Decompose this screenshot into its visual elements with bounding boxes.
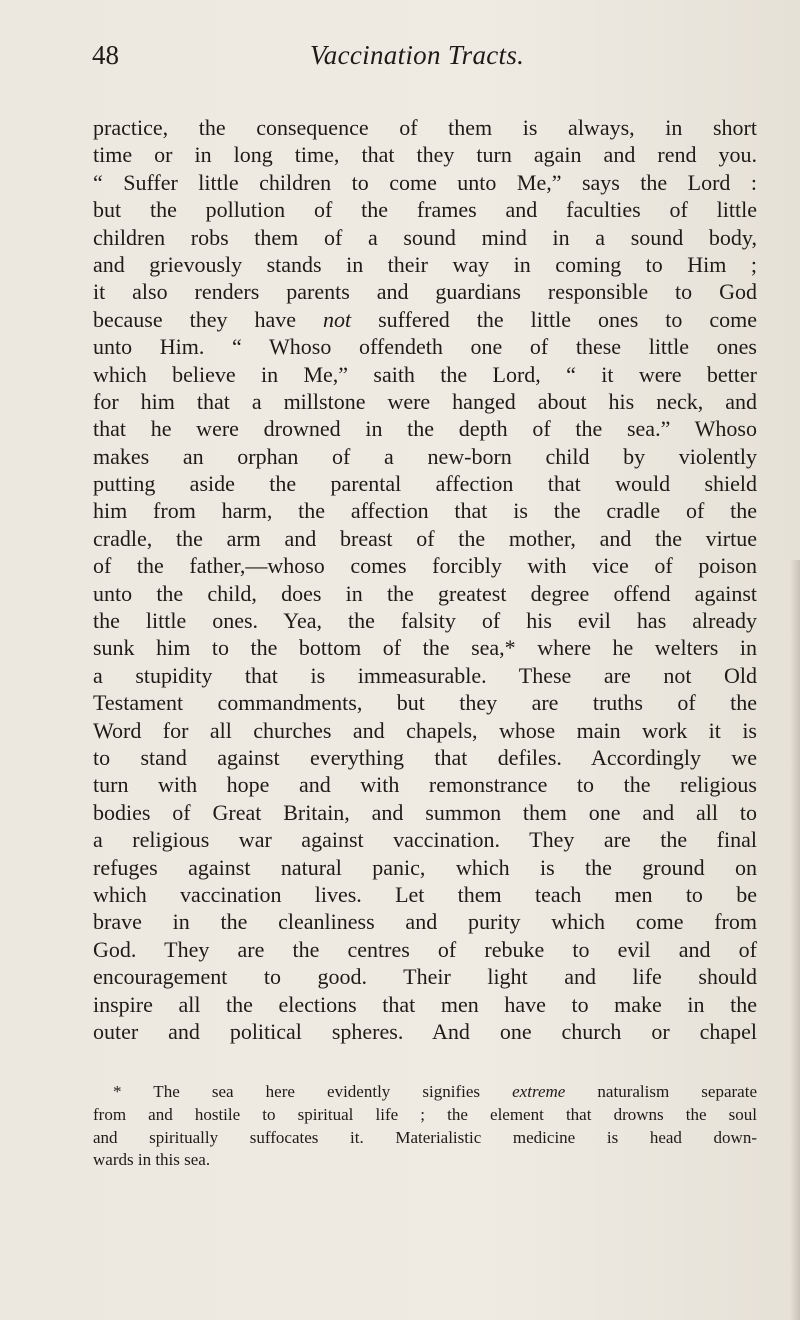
text-line: Word for all churches and chapels, whose main work it is — [93, 717, 757, 743]
text-line: which believe in Me,” saith the Lord, “ it were better — [93, 361, 757, 387]
text-line: practice, the consequence of them is always, in short — [93, 115, 757, 140]
footnote-line: and spiritually suffocates it. Materialistic medicine is head down- — [93, 1127, 757, 1147]
footnote-line: from and hostile to spiritual life ; the element that drowns the soul — [93, 1104, 757, 1124]
text-line: him from harm, the affection that is the cradle of the — [93, 498, 757, 524]
footnote — [93, 1081, 757, 1172]
text-line: unto Him. “ Whoso offendeth one of these little ones — [93, 334, 757, 360]
body-text — [93, 114, 757, 1045]
text-line: of the father,—whoso comes forcibly with vice of poison — [93, 553, 757, 579]
text-line: brave in the cleanliness and purity which come from — [93, 909, 757, 935]
text-line: to stand against everything that defiles. Accordingly we — [93, 744, 757, 770]
text-line: time or in long time, that they turn again and rend you. — [93, 142, 757, 168]
text-line: a stupidity that is immeasurable. These are not Old — [93, 662, 757, 688]
text-line: a religious war against vaccination. They are the final — [93, 827, 757, 853]
text-line: God. They are the centres of rebuke to evil and of — [93, 936, 757, 962]
text-line: makes an orphan of a new-born child by violently — [93, 443, 757, 469]
text-line: which vaccination lives. Let them teach men to be — [93, 881, 757, 907]
text-line: “ Suffer little children to come unto Me,” says the Lord : — [93, 169, 757, 195]
text-line: because they have not suffered the little ones to come — [93, 306, 757, 332]
page-header — [92, 40, 712, 80]
italic-emphasis: not — [323, 306, 352, 332]
text-line: inspire all the elections that men have to make in the — [93, 991, 757, 1017]
text-line: it also renders parents and guardians responsible to God — [93, 279, 757, 305]
text-line: refuges against natural panic, which is the ground on — [93, 854, 757, 880]
text-line: the little ones. Yea, the falsity of his evil has already — [93, 608, 757, 634]
text-line: outer and political spheres. And one church or chapel — [93, 1018, 757, 1044]
footnote-line: wards in this sea. — [93, 1150, 211, 1170]
page-number: 48 — [92, 40, 119, 70]
text-line: but the pollution of the frames and faculties of little — [93, 197, 757, 223]
text-line: and grievously stands in their way in coming to Him ; — [93, 251, 757, 277]
text-line: unto the child, does in the greatest degree offend against — [93, 580, 757, 606]
page-edge-shadow — [790, 560, 800, 1320]
text-line: sunk him to the bottom of the sea,* where he welters in — [93, 635, 757, 661]
footnote-line: * The sea here evidently signifies extreme naturalism separate — [113, 1082, 757, 1101]
text-line: cradle, the arm and breast of the mother, and the virtue — [93, 525, 757, 551]
italic-emphasis: extreme — [512, 1082, 566, 1101]
text-line: children robs them of a sound mind in a sound body, — [93, 224, 757, 250]
text-line: for him that a millstone were hanged about his neck, and — [93, 388, 757, 414]
text-line: that he were drowned in the depth of the sea.” Whoso — [93, 416, 757, 442]
text-line: turn with hope and with remonstrance to the religious — [93, 772, 757, 798]
text-line: bodies of Great Britain, and summon them one and all to — [93, 799, 757, 825]
running-title: Vaccination Tracts. — [310, 40, 525, 70]
text-line: Testament commandments, but they are truths of the — [93, 690, 757, 716]
text-line: putting aside the parental affection that would shield — [93, 471, 757, 497]
text-line: encouragement to good. Their light and life should — [93, 964, 757, 990]
